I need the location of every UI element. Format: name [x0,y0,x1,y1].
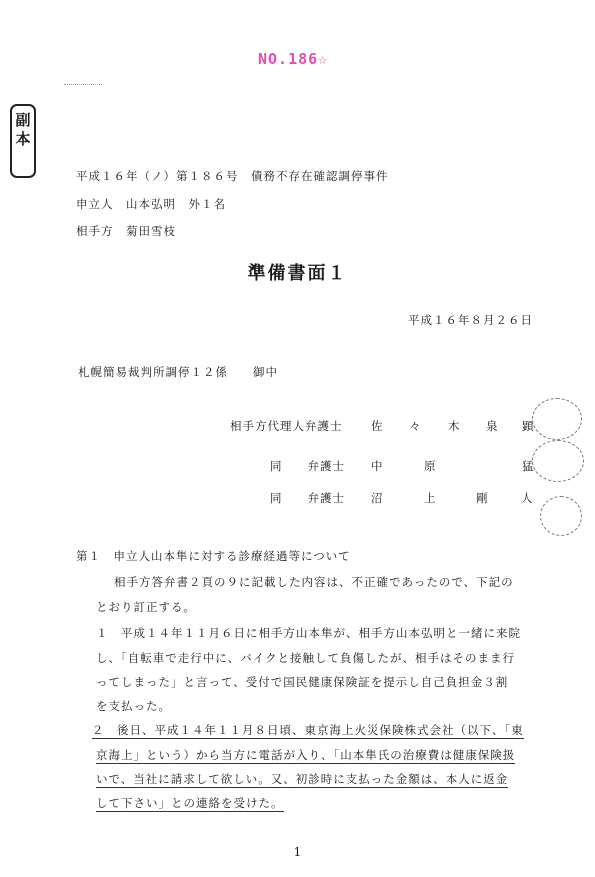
agent-name-3-char-3: 剛 [476,491,488,505]
agent-role-1: 相手方代理人弁護士 [230,419,343,433]
agent-name-1-char-3: 木 [448,419,460,433]
copy-stamp [10,104,36,178]
agent-name-1-char-1: 佐 [371,419,383,433]
agent-name-3-char-4: 人 [521,491,533,505]
item2-line-4: して下さい」との連絡を受けた。 [96,796,284,810]
case-line: 平成１６年（ノ）第１８６号 債務不存在確認調停事件 [76,169,389,183]
agent-name-1-char-2: 々 [409,419,421,433]
seal-stamp-1 [532,398,582,440]
seal-stamp-2 [532,440,584,482]
copy-stamp-char-2: 本 [15,130,31,148]
intro-line-1: 相手方答弁書２頁の９に記載した内容は、不正確であったので、下記の [114,575,514,589]
agent-seal-mark-2: 猛 [522,459,534,473]
copy-stamp-char-1: 副 [15,111,31,129]
item1-line-4: を支払った。 [96,699,171,713]
agent-name-1-char-4: 泉 [486,419,498,433]
document-title: 準備書面１ [247,263,348,284]
seal-stamp-3 [540,496,582,536]
item1-line-1: １ 平成１４年１１月６日に相手方山本隼が、相手方山本弘明と一緒に来院 [96,626,521,640]
section1-heading: 第１ 申立人山本隼に対する診療経過等について [76,549,351,563]
agent-name-2-char-1: 中 [371,459,383,473]
agent-role-2: 同 弁護士 [270,459,345,473]
agent-name-3-char-2: 上 [424,491,436,505]
agent-name-3-char-1: 沼 [371,491,383,505]
item2-line-1: ２ 後日、平成１４年１１月８日頃、東京海上火災保険株式会社（以下、「東 [92,723,524,737]
item1-line-2: し、「自転車で走行中に、バイクと接触して負傷したが、相手はそのまま行 [96,651,516,665]
petitioner-line: 申立人 山本弘明 外１名 [76,197,226,211]
item2-line-3: いで、当社に請求して欲しい。又、初診時に支払った金額は、本人に返金 [96,772,509,786]
respondent-line: 相手方 菊田雪枝 [76,224,176,238]
agent-name-2-char-2: 原 [424,459,436,473]
document-date: 平成１６年８月２６日 [408,313,533,327]
court-addressee: 札幌簡易裁判所調停１２係 御中 [78,365,278,379]
page-number: 1 [293,845,302,859]
intro-line-2: とおり訂正する。 [96,600,196,614]
agent-role-3: 同 弁護士 [270,491,345,505]
scan-smudge [64,84,102,87]
item2-line-2: 京海上」という）から当方に電話が入り、「山本隼氏の治療費は健康保険扱 [96,748,516,762]
agent-seal-mark-1: 顕 [522,419,534,433]
document-number: NO.186☆ [258,50,329,68]
item1-line-3: ってしまった」と言って、受付で国民健康保険証を提示し自己負担金３割 [96,675,509,689]
